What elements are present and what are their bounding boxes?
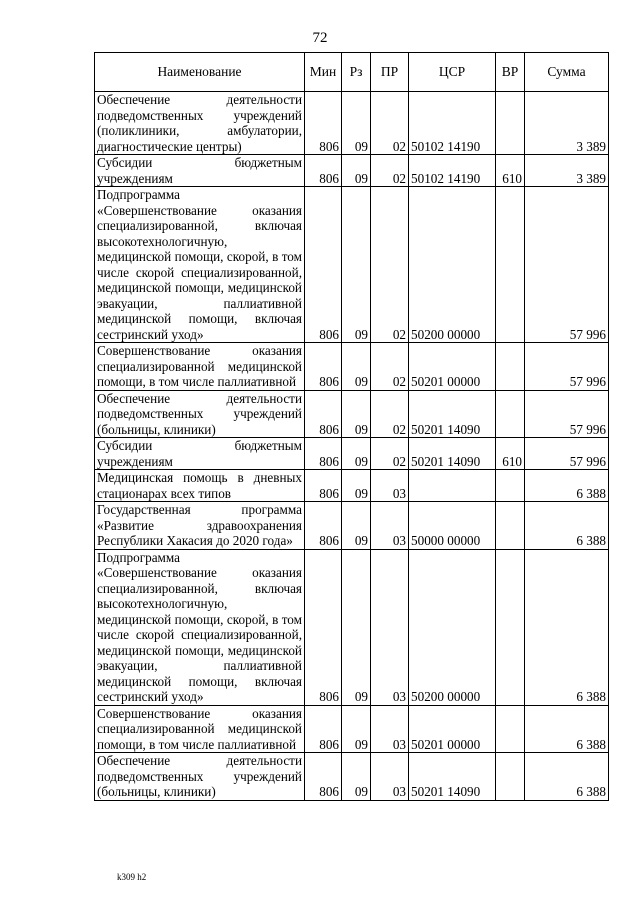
row-csr: 50000 00000 [409,502,496,550]
row-sum: 6 388 [525,502,609,550]
row-vr [496,187,525,343]
row-sum: 3 389 [525,92,609,155]
row-min: 806 [305,187,342,343]
header-pr: ПР [371,53,409,92]
row-name: Государственная программа «Развитие здравоохранения Республики Хакасия до 2020 года» [95,502,305,550]
row-rz: 09 [342,155,371,187]
row-rz: 09 [342,549,371,705]
row-rz: 09 [342,343,371,391]
row-csr: 50102 14190 [409,155,496,187]
row-vr [496,390,525,438]
header-min: Мин [305,53,342,92]
row-csr: 50201 14090 [409,438,496,470]
row-vr: 610 [496,438,525,470]
row-min: 806 [305,549,342,705]
row-pr: 02 [371,92,409,155]
row-vr [496,470,525,502]
table-row [95,753,609,801]
table-row [95,549,609,705]
table-row [95,502,609,550]
table-row [95,155,609,187]
row-min: 806 [305,470,342,502]
table-row [95,343,609,391]
row-csr: 50201 00000 [409,705,496,753]
row-min: 806 [305,753,342,801]
row-name: Субсидии бюджетным учреждениям [95,155,305,187]
table-row [95,92,609,155]
row-sum: 57 996 [525,187,609,343]
row-sum: 57 996 [525,390,609,438]
header-csr: ЦСР [409,53,496,92]
row-pr: 03 [371,470,409,502]
row-min: 806 [305,438,342,470]
page-number: 72 [312,30,328,46]
table-row [95,705,609,753]
row-name: Обеспечение деятельности подведомственных учреждений (больницы, клиники) [95,390,305,438]
row-pr: 02 [371,187,409,343]
row-name: Подпрограмма «Совершенствование оказания специализированной, включая высокотехнологичную, медицинской помощи, скорой, в том числе скорой специализированной, медицинской помощи, медицинской эвакуации, паллиативной медицинской помощи, включая сестринский уход» [95,187,305,343]
table-header-row [95,53,609,92]
header-sum: Сумма [525,53,609,92]
row-rz: 09 [342,92,371,155]
row-sum: 6 388 [525,549,609,705]
row-rz: 09 [342,705,371,753]
row-name: Совершенствование оказания специализированной медицинской помощи, в том числе паллиативной [95,343,305,391]
row-pr: 02 [371,390,409,438]
row-min: 806 [305,705,342,753]
row-name: Медицинская помощь в дневных стационарах всех типов [95,470,305,502]
row-min: 806 [305,343,342,391]
header-name: Наименование [95,53,305,92]
row-csr: 50201 00000 [409,343,496,391]
row-sum: 6 388 [525,470,609,502]
row-sum: 6 388 [525,753,609,801]
row-rz: 09 [342,390,371,438]
row-name: Субсидии бюджетным учреждениям [95,438,305,470]
table-row [95,438,609,470]
budget-table [94,52,609,801]
row-rz: 09 [342,502,371,550]
row-csr: 50201 14090 [409,753,496,801]
row-name: Обеспечение деятельности подведомственных учреждений (больницы, клиники) [95,753,305,801]
table-row [95,187,609,343]
row-name: Совершенствование оказания специализированной медицинской помощи, в том числе паллиативной [95,705,305,753]
row-vr: 610 [496,155,525,187]
row-name: Обеспечение деятельности подведомственных учреждений (поликлиники, амбулатории, диагностические центры) [95,92,305,155]
row-vr [496,502,525,550]
row-pr: 02 [371,155,409,187]
row-min: 806 [305,390,342,438]
row-vr [496,92,525,155]
table-row [95,390,609,438]
row-vr [496,549,525,705]
row-csr: 50201 14090 [409,390,496,438]
row-vr [496,343,525,391]
row-pr: 03 [371,549,409,705]
row-sum: 57 996 [525,343,609,391]
row-pr: 02 [371,343,409,391]
header-rz: Рз [342,53,371,92]
row-csr [409,470,496,502]
row-min: 806 [305,502,342,550]
row-pr: 03 [371,753,409,801]
row-min: 806 [305,92,342,155]
row-sum: 6 388 [525,705,609,753]
row-csr: 50200 00000 [409,549,496,705]
row-vr [496,753,525,801]
row-pr: 03 [371,502,409,550]
row-sum: 57 996 [525,438,609,470]
row-pr: 02 [371,438,409,470]
row-csr: 50200 00000 [409,187,496,343]
row-name: Подпрограмма «Совершенствование оказания специализированной, включая высокотехнологичную, медицинской помощи, скорой, в том числе скорой специализированной, медицинской помощи, медицинской эвакуации, паллиативной медицинской помощи, включая сестринский уход» [95,549,305,705]
row-vr [496,705,525,753]
footer-document-code: k309 h2 [117,872,147,882]
row-rz: 09 [342,438,371,470]
row-pr: 03 [371,705,409,753]
row-min: 806 [305,155,342,187]
row-rz: 09 [342,753,371,801]
row-csr: 50102 14190 [409,92,496,155]
row-sum: 3 389 [525,155,609,187]
table-row [95,470,609,502]
header-vr: ВР [496,53,525,92]
row-rz: 09 [342,470,371,502]
row-rz: 09 [342,187,371,343]
